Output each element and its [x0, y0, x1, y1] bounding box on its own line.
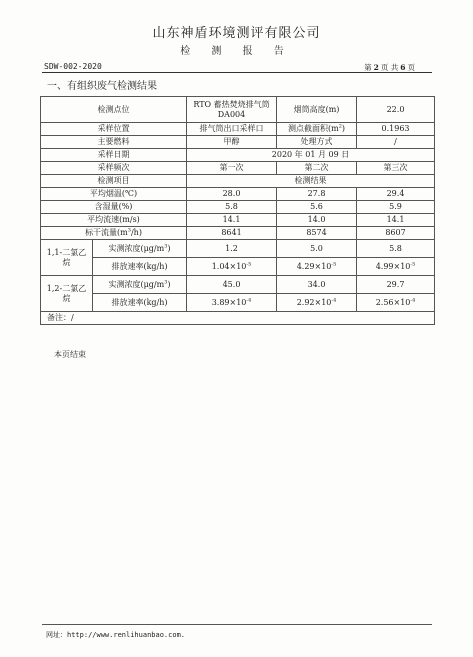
frequency-label: 采样频次 — [41, 162, 187, 175]
rate-label: 排放速率(kg/h) — [93, 294, 187, 312]
cell-value: 8574 — [277, 227, 357, 240]
cell-value: 34.0 — [277, 276, 357, 294]
treatment-value: / — [357, 136, 435, 149]
exhaust-gas-results-table — [40, 96, 435, 325]
table-row — [41, 188, 435, 201]
group-name: 1,2-二氯乙烷 — [41, 276, 93, 312]
table-row — [41, 240, 435, 258]
cell-value: 14.1 — [187, 214, 277, 227]
monitor-point-value: RTO 蓄热焚烧排气筒 DA004 — [187, 97, 277, 123]
table-row — [41, 276, 435, 294]
rate-label: 排放速率(kg/h) — [93, 258, 187, 276]
result-label: 检测结果 — [187, 175, 435, 188]
section-area-value: 0.1963 — [357, 123, 435, 136]
group-name: 1,1-二氯乙烷 — [41, 240, 93, 276]
cell-value: 28.0 — [187, 188, 277, 201]
cell-value: 5.0 — [277, 240, 357, 258]
conc-label: 实测浓度$(\mu g/m^3)$ — [93, 240, 187, 258]
table-row — [41, 258, 435, 276]
frequency-3: 第三次 — [357, 162, 435, 175]
footer-website: 网址：http://www.renlihuanbao.com. — [46, 631, 186, 639]
company-name: 山东神盾环境测评有限公司 — [152, 26, 321, 41]
table-row — [41, 227, 435, 240]
treatment-label: 处理方式 — [277, 136, 357, 149]
section-area-label: 测点截面积$(m^2)$ — [277, 123, 357, 136]
end-of-page-text: 本页结束 — [54, 350, 86, 359]
row-label: 平均烟温(℃) — [41, 188, 187, 201]
stack-height-label: 烟筒高度(m) — [277, 97, 357, 123]
table-row — [41, 136, 435, 149]
cell-value: 5.9 — [357, 201, 435, 214]
frequency-2: 第二次 — [277, 162, 357, 175]
conc-label: 实测浓度$(\mu g/m^3)$ — [93, 276, 187, 294]
monitor-point-label: 检测点位 — [41, 97, 187, 123]
frequency-1: 第一次 — [187, 162, 277, 175]
cell-value: 14.1 — [357, 214, 435, 227]
cell-value: 5.6 — [277, 201, 357, 214]
row-label: 标干流量$(m^3/h)$ — [41, 227, 187, 240]
header-divider — [42, 72, 432, 73]
document-number: SDW-002-2020 — [44, 62, 102, 71]
row-label: 平均流速(m/s) — [41, 214, 187, 227]
table-row — [41, 162, 435, 175]
sample-position-label: 采样位置 — [41, 123, 187, 136]
report-title: 检 测 报 告 — [180, 46, 293, 57]
cell-value: 29.4 — [357, 188, 435, 201]
remark: 备注：/ — [41, 312, 435, 325]
cell-value: 1.2 — [187, 240, 277, 258]
cell-value: 27.8 — [277, 188, 357, 201]
sample-date-label: 采样日期 — [41, 149, 187, 162]
item-label: 检测项目 — [41, 175, 187, 188]
cell-value: 8641 — [187, 227, 277, 240]
sample-date-value: 2020 年 01 月 09 日 — [187, 149, 435, 162]
page-middle: 页 共 — [380, 63, 399, 72]
fuel-label: 主要燃料 — [41, 136, 187, 149]
cell-value: $2.92\times 10^{-4}$ — [277, 294, 357, 312]
cell-value: 5.8 — [187, 201, 277, 214]
cell-value: $4.99\times 10^{-5}$ — [357, 258, 435, 276]
page-current: 2 — [373, 63, 379, 72]
page-total: 6 — [400, 63, 406, 72]
section-title: 一、有组织废气检测结果 — [47, 81, 157, 92]
table-row — [41, 201, 435, 214]
table-row — [41, 149, 435, 162]
sample-position-value: 排气筒出口采样口 — [187, 123, 277, 136]
table-row — [41, 97, 435, 123]
page-suffix: 页 — [407, 63, 415, 72]
cell-value: $1.04\times 10^{-5}$ — [187, 258, 277, 276]
cell-value: 8607 — [357, 227, 435, 240]
fuel-value: 甲醇 — [187, 136, 277, 149]
cell-value: 5.8 — [357, 240, 435, 258]
cell-value: 14.0 — [277, 214, 357, 227]
table-row — [41, 294, 435, 312]
cell-value: 29.7 — [357, 276, 435, 294]
cell-value: $3.89\times 10^{-4}$ — [187, 294, 277, 312]
cell-value: $4.29\times 10^{-5}$ — [277, 258, 357, 276]
cell-value: 45.0 — [187, 276, 277, 294]
row-label: 含湿量(%) — [41, 201, 187, 214]
table-row — [41, 123, 435, 136]
page-prefix: 第 — [364, 63, 372, 72]
cell-value: $2.56\times 10^{-4}$ — [357, 294, 435, 312]
table-row — [41, 175, 435, 188]
table-row — [41, 214, 435, 227]
table-row — [41, 312, 435, 325]
stack-height-value: 22.0 — [357, 97, 435, 123]
footer-divider — [42, 624, 432, 625]
